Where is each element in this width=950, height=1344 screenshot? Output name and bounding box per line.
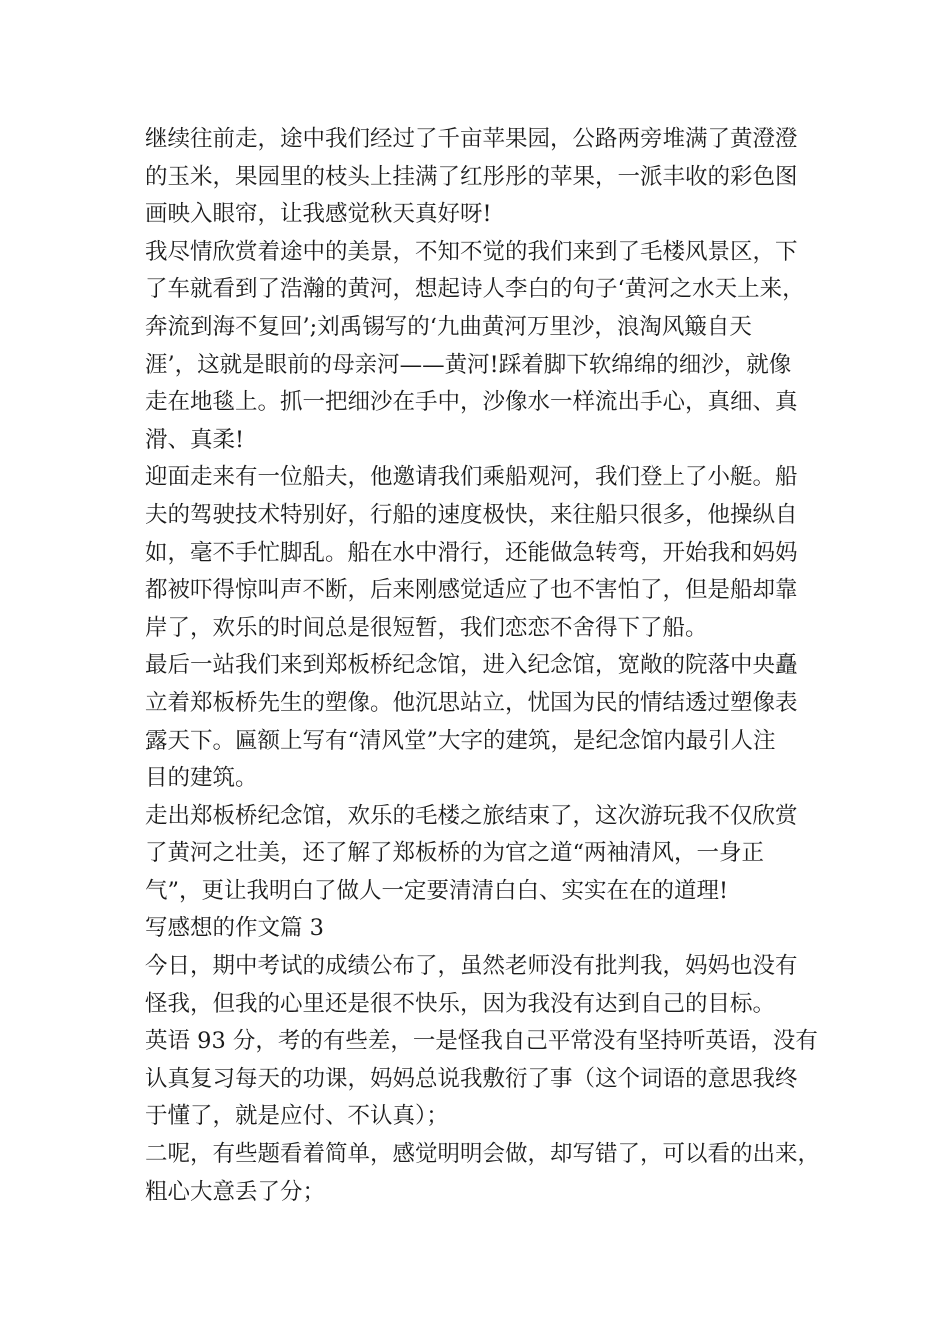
text-line: 画映入眼帘，让我感觉秋天真好呀! — [145, 201, 492, 228]
text-line: 奔流到海不复回’;刘禹锡写的‘九曲黄河万里沙，浪淘风簸自天 — [145, 313, 752, 340]
text-line: 的玉米，果园里的枝头上挂满了红彤彤的苹果，一派丰收的彩色图 — [145, 163, 798, 190]
text-line: 了黄河之壮美，还了解了郑板桥的为官之道“两袖清风，一身正 — [145, 840, 765, 867]
text-line: 于懂了，就是应付、不认真）； — [145, 1103, 449, 1130]
text-line: 英语 93 分，考的有些差，一是怪我自己平常没有坚持听英语，没有 — [145, 1028, 818, 1055]
text-line: 岸了，欢乐的时间总是很短暂，我们恋恋不舍得下了船。 — [145, 614, 708, 641]
text-line: 目的建筑。 — [145, 765, 258, 792]
text-line: 夫的驾驶技术特别好，行船的速度极快，来往船只很多，他操纵自 — [145, 501, 798, 528]
text-line: 如，毫不手忙脚乱。船在水中滑行，还能做急转弯，开始我和妈妈 — [145, 539, 798, 566]
text-line: 继续往前走，途中我们经过了千亩苹果园，公路两旁堆满了黄澄澄 — [145, 126, 798, 152]
text-line: 粗心大意丢了分； — [145, 1178, 326, 1205]
text-line: 走出郑板桥纪念馆，欢乐的毛楼之旅结束了，这次游玩我不仅欣赏 — [145, 802, 798, 829]
text-line: 气”，更让我明白了做人一定要清清白白、实实在在的道理! — [145, 877, 729, 904]
text-line: 都被吓得惊叫声不断，后来刚感觉适应了也不害怕了，但是船却靠 — [145, 577, 798, 604]
text-line: 迎面走来有一位船夫，他邀请我们乘船观河，我们登上了小艇。船 — [145, 464, 798, 491]
text-line: 涯’，这就是眼前的母亲河——黄河!踩着脚下软绵绵的细沙，就像 — [145, 351, 792, 378]
document-body — [145, 121, 821, 1211]
text-line: 最后一站我们来到郑板桥纪念馆，进入纪念馆，宽敞的院落中央矗 — [145, 652, 798, 679]
text-line: 露天下。匾额上写有“清风堂”大字的建筑，是纪念馆内最引人注 — [145, 727, 776, 754]
text-line: 今日，期中考试的成绩公布了，虽然老师没有批判我，妈妈也没有 — [145, 953, 798, 980]
section-heading: 写感想的作文篇 3 — [145, 915, 324, 942]
text-line: 二呢，有些题看着简单，感觉明明会做，却写错了，可以看的出来， — [145, 1141, 821, 1168]
text-line: 滑、真柔! — [145, 426, 245, 453]
text-line: 走在地毯上。抓一把细沙在手中，沙像水一样流出手心，真细、真 — [145, 389, 798, 416]
text-line: 我尽情欣赏着途中的美景，不知不觉的我们来到了毛楼风景区，下 — [145, 238, 798, 265]
text-line: 认真复习每天的功课，妈妈总说我敷衍了事（这个词语的意思我终 — [145, 1065, 798, 1092]
text-line: 怪我，但我的心里还是很不快乐，因为我没有达到自己的目标。 — [145, 990, 776, 1017]
text-line: 了车就看到了浩瀚的黄河，想起诗人李白的句子‘黄河之水天上来， — [145, 276, 805, 303]
text-line: 立着郑板桥先生的塑像。他沉思站立，忧国为民的情结透过塑像表 — [145, 689, 798, 716]
